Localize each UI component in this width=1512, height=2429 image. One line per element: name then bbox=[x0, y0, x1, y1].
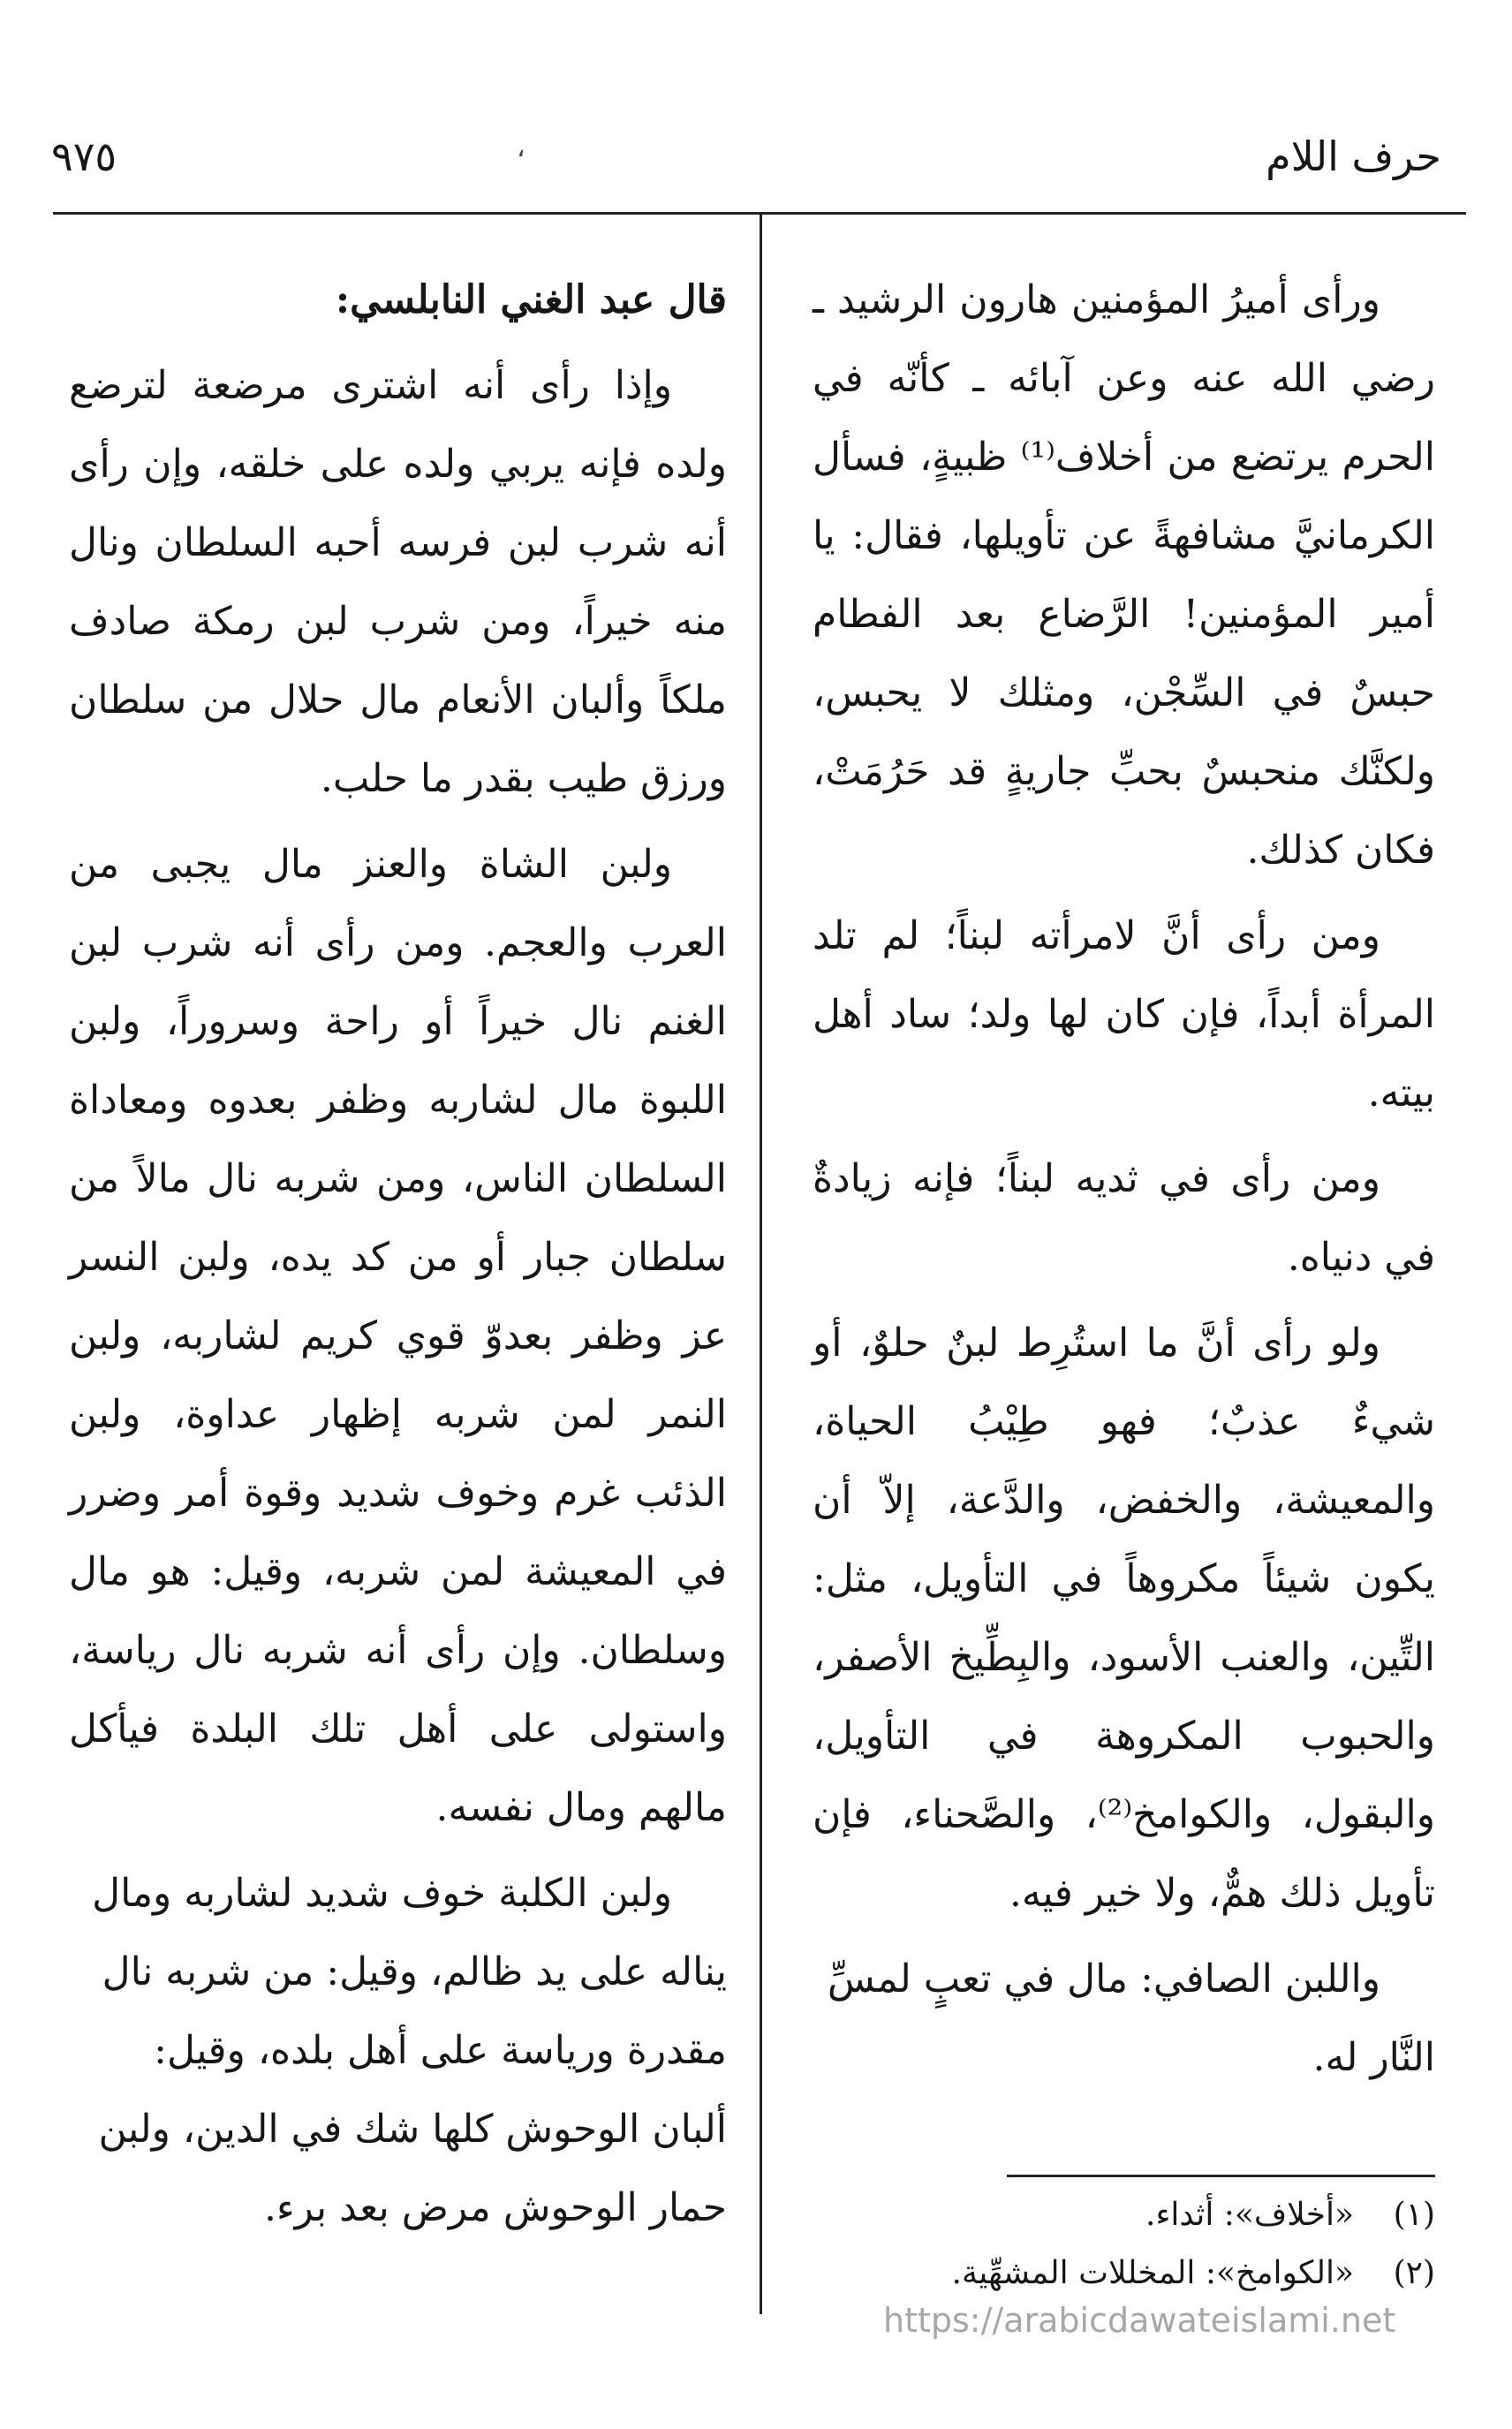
watermark-url: https://arabicdawateislami.net bbox=[883, 2301, 1396, 2340]
column-divider bbox=[760, 212, 762, 2314]
paragraph: ومن رأى في ثديه لبناً؛ فإنه زيادةٌ في دنياه. bbox=[813, 1156, 1435, 1280]
footnote-text: «الكوامخ»: المخللات المشهِّية. bbox=[951, 2255, 1354, 2291]
header-center-mark: ، bbox=[517, 132, 525, 163]
footnotes bbox=[813, 2186, 1435, 2303]
footnote bbox=[813, 2244, 1435, 2303]
page-number: ٩٧٥ bbox=[51, 132, 117, 180]
footnote-rule bbox=[1007, 2175, 1435, 2177]
paragraph: وإذا رأى أنه اشترى مرضعة لترضع ولده فإنه يربي ولده على خلقه، وإن رأى أنه شرب لبن فرسه أحبه السلطان ونال منه خيراً، ومن شرب لبن رمكة صادف ملكاً وألبان الأنعام مال حلال من سلطان ورزق طيب بقدر ما حلب. bbox=[69, 363, 727, 801]
paragraph: ولو رأى أنَّ ما استُرِط لبنٌ حلوٌ، أو شيءٌ عذبٌ؛ فهو طِيْبُ الحياة، والمعيشة، والخفض، والدَّعة، إلاّ أن يكون شيئاً مكروهاً في التأويل، مثل: التِّين، والعنب الأسود، والبِطِّيخ الأصفر، والحبوب المكروهة في التأويل، والبقول، والكوامخ⁽²⁾، والصَّحناء، فإن تأويل ذلك همٌّ، ولا خير فيه. bbox=[813, 1320, 1435, 1916]
paragraph: ولبن الشاة والعنز مال يجبى من العرب والعجم. ومن رأى أنه شرب لبن الغنم نال خيراً أو راحة وسروراً، ولبن اللبوة مال لشاربه وظفر بعدوه ومعاداة السلطان الناس، ومن شربه نال مالاً من سلطان جبار أو من كد يده، ولبن النسر عز وظفر بعدوّ قوي كريم لشاربه، ولبن النمر لمن شربه إظهار عداوة، ولبن الذئب غرم وخوف شديد وقوة أمر وضرر في المعيشة لمن شربه، وقيل: هو مال وسلطان. وإن رأى أنه شربه نال رياسة، واستولى على أهل تلك البلدة فيأكل مالهم ومال نفسه. bbox=[69, 842, 727, 1830]
footnote-number: (٢) bbox=[1393, 2255, 1435, 2291]
footnote-text: «أخلاف»: أثداء. bbox=[1145, 2197, 1354, 2233]
paragraph: ولبن الكلبة خوف شديد لشاربه ومال يناله على يد ظالم، وقيل: من شربه نال مقدرة ورياسة على أهل بلده، وقيل: ألبان الوحوش كلها شك في الدين، ولبن حمار الوحوش مرض بعد برء. bbox=[92, 1871, 727, 2230]
footnote bbox=[813, 2186, 1435, 2244]
left-column bbox=[69, 261, 727, 2254]
paragraph: ورأى أميرُ المؤمنين هارون الرشيد ـ رضي الله عنه وعن آبائه ـ كأنّه في الحرم يرتضع من أخلاف⁽¹⁾ ظبيةٍ، فسأل الكرمانيَّ مشافهةً عن تأويلها، فقال: يا أمير المؤمنين! الرَّضاع بعد الفطام حبسٌ في السِّجْن، ومثلك لا يحبس، ولكنَّك منحبسٌ بحبِّ جاريةٍ قد حَرُمَتْ، فكان كذلك. bbox=[813, 277, 1435, 873]
paragraph: واللبن الصافي: مال في تعبٍ لمسِّ النَّار له. bbox=[827, 1956, 1435, 2080]
chapter-title: حرف اللام bbox=[1266, 132, 1441, 180]
paragraph: ومن رأى أنَّ لامرأته لبناً؛ لم تلد المرأة أبداً، فإن كان لها ولد؛ ساد أهل بيته. bbox=[813, 913, 1435, 1116]
footnote-number: (١) bbox=[1393, 2197, 1435, 2233]
right-column bbox=[813, 261, 1435, 2104]
section-heading: قال عبد الغني النابلسي: bbox=[335, 277, 727, 322]
